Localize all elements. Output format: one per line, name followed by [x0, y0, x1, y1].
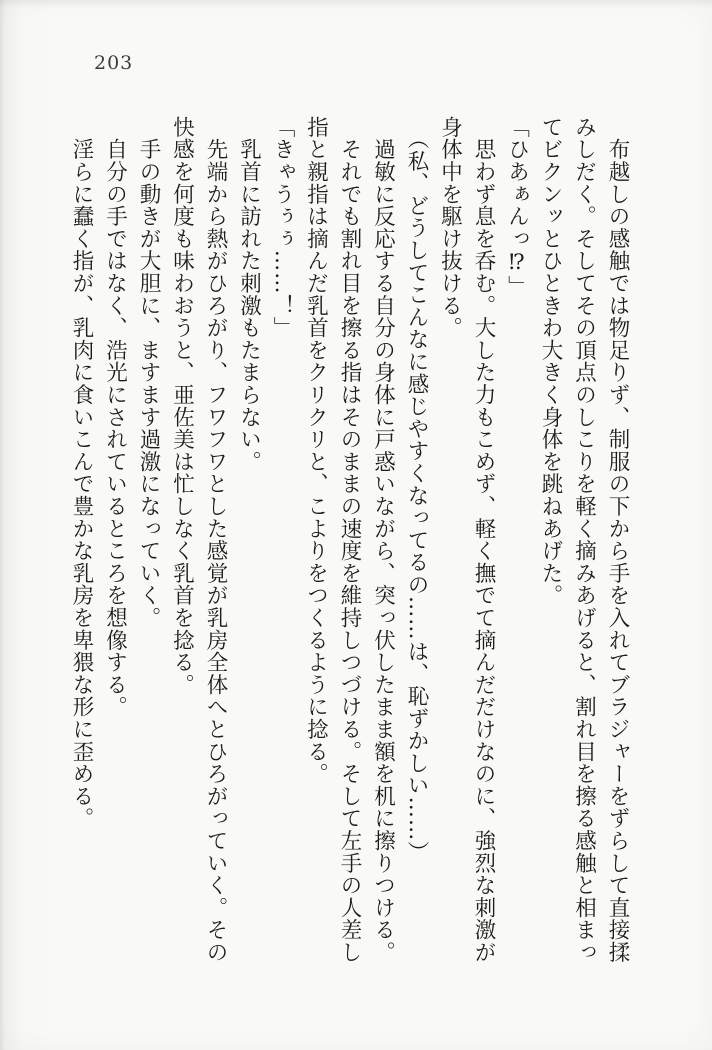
text-line: 布越しの感触では物足りず、制服の下から手を入れてブラジャーをずらして直接揉 — [605, 116, 630, 964]
page-number: 203 — [94, 52, 134, 74]
text-line: 思わず息を呑む。大した力もこめず、軽く撫でて摘んだだけなのに、強烈な刺激が — [471, 116, 496, 964]
text-line: 自分の手ではなく、浩光にされているところを想像する。 — [102, 116, 128, 719]
text-line: 淫らに蠢く指が、乳肉に食いこんで豊かな乳房を卑猥な形に歪める。 — [69, 116, 94, 830]
text-line: 身体中を駆け抜ける。 — [437, 116, 463, 339]
text-line: 乳首に訪れた刺激もたまらない。 — [236, 116, 262, 473]
text-line: 過敏に反応する自分の身体に戸惑いながら、突っ伏したまま額を机に擦りつける。 — [370, 116, 396, 964]
text-line: 指と親指は摘んだ乳首をクリクリと、こよりをつくるように捻る。 — [303, 116, 329, 785]
text-line: みしだく。そしてその頂点のしこりを軽く摘みあげると、割れ目を擦る感触と相まっ — [571, 116, 597, 964]
text-line: 「ひあぁんっ⁉」 — [504, 116, 530, 298]
text-line: それでも割れ目を擦る指はそのままの速度を維持しつづける。そして左手の人差し — [337, 116, 362, 964]
text-line: 快感を何度も味わおうと、亜佐美は忙しなく乳首を捻る。 — [169, 116, 195, 696]
text-line: 「きゃうぅぅ……！」 — [270, 116, 295, 339]
vertical-text-block — [65, 116, 635, 968]
text-line: 手の動きが大胆に、ますます過激になっていく。 — [136, 116, 161, 629]
text-line: 先端から熱がひろがり、フワフワとした感覚が乳房全体へとひろがっていく。その — [203, 116, 228, 964]
text-line: （私、どうしてこんなに感じやすくなってるの……は、恥ずかしい……） — [404, 116, 429, 864]
text-line: てビクンッとひときわ大きく身体を跳ねあげた。 — [538, 116, 563, 607]
